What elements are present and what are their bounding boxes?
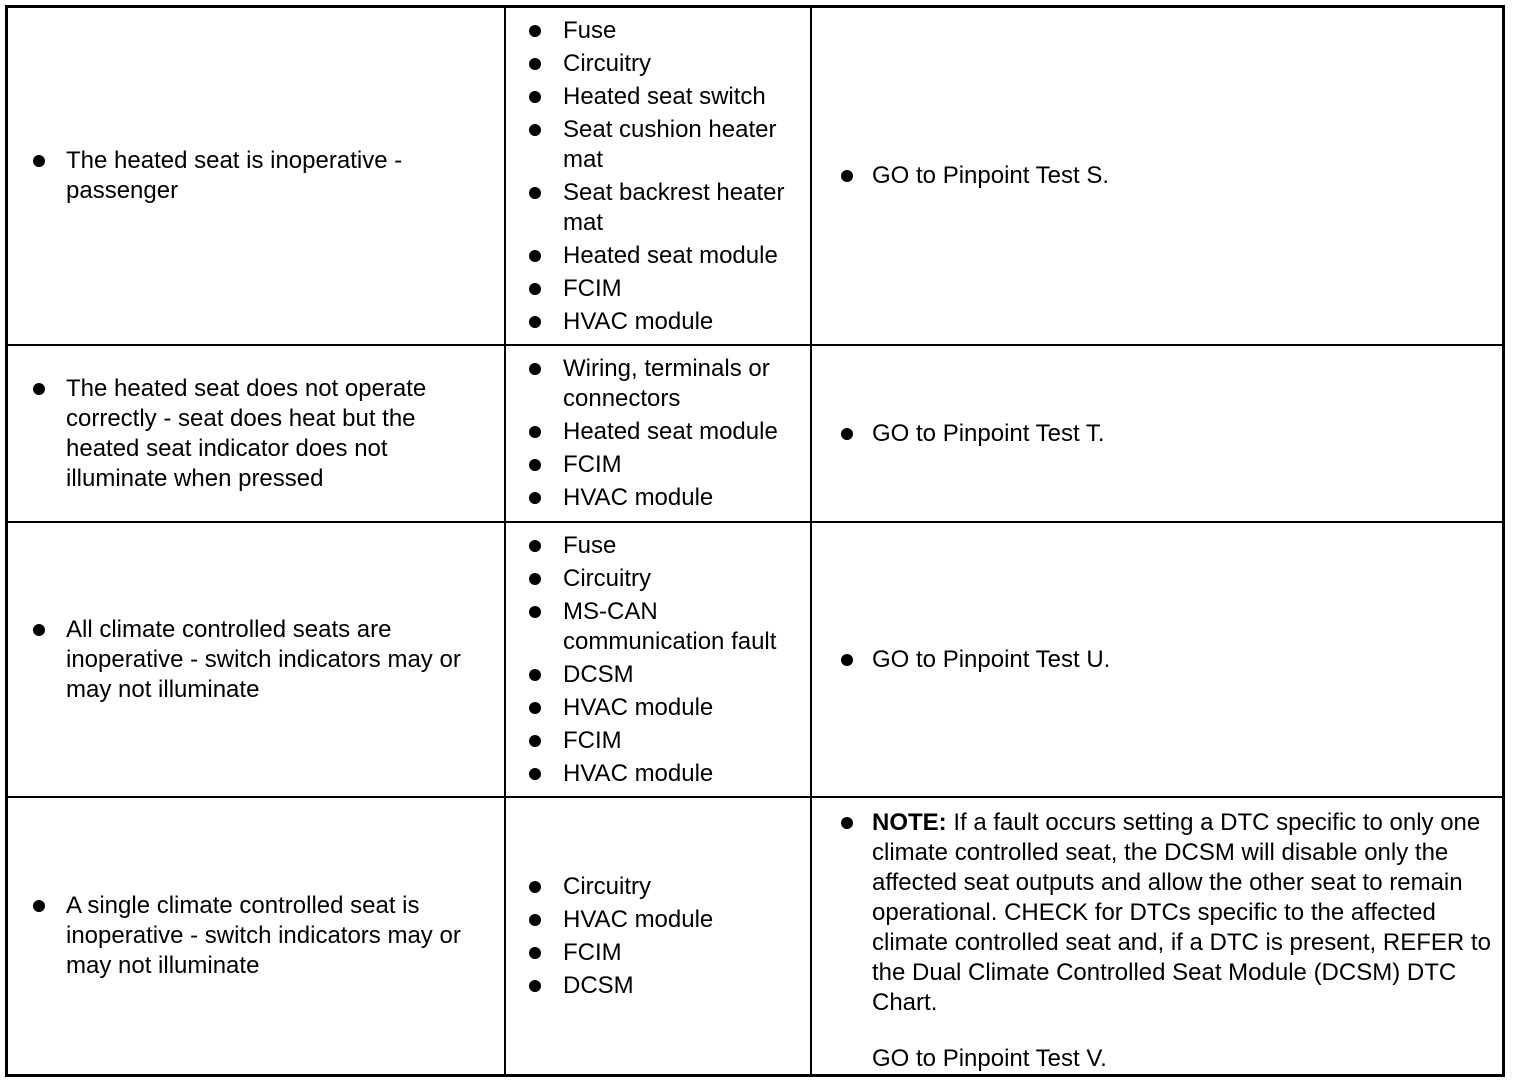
source-item: MS-CAN communication fault — [529, 597, 800, 657]
source-item: Circuitry — [529, 49, 800, 79]
bullet-icon — [529, 606, 541, 618]
action-item: GO to Pinpoint Test V. — [872, 1045, 1107, 1072]
table-row — [8, 346, 1502, 523]
bullet-icon — [529, 947, 541, 959]
source-item: HVAC module — [529, 483, 800, 513]
condition-cell — [8, 798, 506, 1074]
action-item: GO to Pinpoint Test S. — [841, 161, 1492, 191]
bullet-icon — [529, 316, 541, 328]
source-item: Heated seat switch — [529, 82, 800, 112]
bullet-icon — [529, 492, 541, 504]
note-label: NOTE: — [872, 809, 947, 836]
source-item: FCIM — [529, 450, 800, 480]
sources-cell — [506, 798, 812, 1074]
source-item: Seat backrest heater mat — [529, 178, 800, 238]
note-text: NOTE: If a fault occurs setting a DTC specific to only one climate controlled seat, the DCSM will disable only the affected seat outputs and allow the other seat to remain operational. CHECK for DTCs specific to the affected climate controlled seat and, if a DTC is present, REFER to the Dual Climate Controlled Seat Module (DCSM) DTC Chart. — [872, 809, 1491, 1016]
symptom-chart-table — [5, 5, 1505, 1077]
condition-item: The heated seat does not operate correctly - seat does heat but the heated seat indicator does not illuminate when pressed — [33, 374, 484, 494]
condition-item: The heated seat is inoperative - passenger — [33, 146, 484, 206]
source-item: DCSM — [529, 971, 800, 1001]
bullet-icon — [529, 768, 541, 780]
bullet-icon — [529, 58, 541, 70]
condition-item: A single climate controlled seat is inoperative - switch indicators may or may not illuminate — [33, 891, 484, 981]
bullet-icon — [841, 654, 853, 666]
condition-cell — [8, 8, 506, 344]
bullet-icon — [841, 817, 853, 829]
bullet-icon — [841, 428, 853, 440]
bullet-icon — [529, 187, 541, 199]
action-cell — [812, 523, 1502, 796]
source-item: DCSM — [529, 660, 800, 690]
bullet-icon — [529, 702, 541, 714]
bullet-icon — [529, 363, 541, 375]
bullet-icon — [529, 459, 541, 471]
bullet-icon — [529, 980, 541, 992]
bullet-icon — [529, 283, 541, 295]
bullet-icon — [33, 624, 45, 636]
condition-item: All climate controlled seats are inoperative - switch indicators may or may not illuminate — [33, 615, 484, 705]
source-item: HVAC module — [529, 905, 800, 935]
table-row — [8, 798, 1502, 1074]
action-cell — [812, 798, 1502, 1074]
bullet-icon — [529, 426, 541, 438]
source-item: Circuitry — [529, 564, 800, 594]
sources-cell — [506, 8, 812, 344]
sources-cell — [506, 523, 812, 796]
source-item: FCIM — [529, 274, 800, 304]
bullet-icon — [33, 155, 45, 167]
bullet-icon — [33, 383, 45, 395]
bullet-icon — [529, 669, 541, 681]
action-cell — [812, 8, 1502, 344]
source-item: FCIM — [529, 938, 800, 968]
bullet-icon — [529, 735, 541, 747]
source-item: HVAC module — [529, 693, 800, 723]
action-item: GO to Pinpoint Test U. — [841, 645, 1492, 675]
bullet-icon — [529, 124, 541, 136]
sources-cell — [506, 346, 812, 521]
note-item — [841, 808, 1492, 1018]
bullet-icon — [529, 540, 541, 552]
bullet-icon — [529, 91, 541, 103]
source-item: Circuitry — [529, 872, 800, 902]
bullet-icon — [529, 573, 541, 585]
source-item: Heated seat module — [529, 417, 800, 447]
bullet-icon — [529, 914, 541, 926]
source-item: Heated seat module — [529, 241, 800, 271]
bullet-icon — [529, 250, 541, 262]
bullet-icon — [841, 170, 853, 182]
bullet-icon — [33, 900, 45, 912]
source-item: HVAC module — [529, 307, 800, 337]
table-row — [8, 523, 1502, 798]
source-item: FCIM — [529, 726, 800, 756]
condition-cell — [8, 523, 506, 796]
source-item: Fuse — [529, 531, 800, 561]
source-item: Fuse — [529, 16, 800, 46]
bullet-icon — [529, 881, 541, 893]
table-row — [8, 8, 1502, 346]
bullet-icon — [529, 25, 541, 37]
source-item: Wiring, terminals or connectors — [529, 354, 800, 414]
action-cell — [812, 346, 1502, 521]
condition-cell — [8, 346, 506, 521]
source-item: HVAC module — [529, 759, 800, 789]
source-item: Seat cushion heater mat — [529, 115, 800, 175]
action-item: GO to Pinpoint Test T. — [841, 419, 1492, 449]
